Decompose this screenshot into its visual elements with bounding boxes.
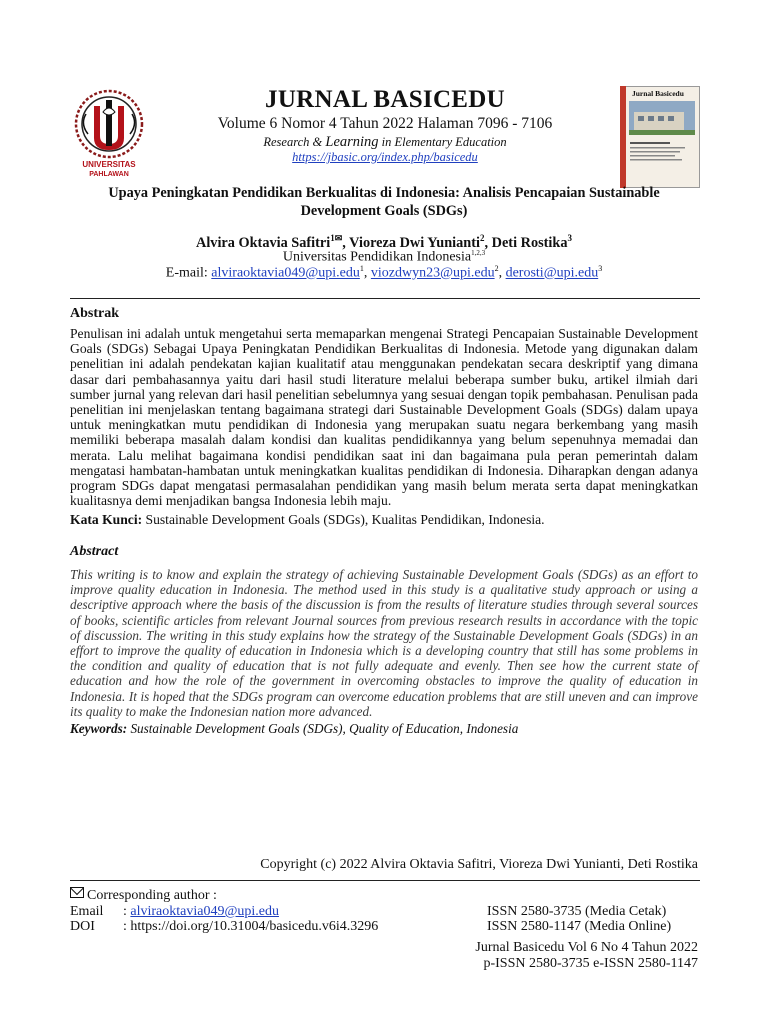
issn-online: ISSN 2580-1147 (Media Online) — [487, 919, 672, 934]
header-divider — [70, 298, 700, 299]
footer-doi-label: DOI — [70, 919, 95, 934]
corresponding-author-label: Corresponding author : — [87, 888, 217, 903]
journal-tagline — [150, 134, 620, 151]
author-sup: 1✉ — [330, 233, 343, 243]
footer-email-colon: : — [123, 904, 131, 919]
author-name: Vioreza Dwi Yunianti — [349, 234, 480, 251]
affiliation-sup: 1,2,3 — [471, 249, 486, 257]
email-line: E-mail: alviraoktavia049@upi.edu$^1$, viozdwyn23@upi.edu$^2$, derosti@upi.edu$^3$ — [165, 264, 603, 281]
kata-kunci-label: Kata Kunci: — [70, 512, 143, 527]
svg-text:Jurnal Basicedu: Jurnal Basicedu — [632, 89, 684, 98]
kata-kunci-values: Sustainable Development Goals (SDGs), Kualitas Pendidikan, Indonesia. — [142, 512, 545, 527]
abstrak-heading: Abstrak — [70, 306, 120, 321]
journal-url-link[interactable]: https://jbasic.org/index.php/basicedu — [292, 150, 478, 164]
abstract-heading: Abstract — [70, 544, 119, 559]
author-name: Alvira Oktavia Safitri — [196, 234, 331, 251]
envelope-icon — [70, 887, 84, 898]
corresponding-author-line — [70, 887, 217, 904]
svg-text:UNIVERSITAS: UNIVERSITAS — [82, 160, 136, 169]
tagline-part-2: Learning — [325, 134, 379, 150]
abstract-body: This writing is to know and explain the strategy of achieving Sustainable Development Goals (SDGs) as an effort to improve quality education in Indonesia. The method used in this study is a qualitative study approach or using a descriptive approach where the basis of the discussion is from the results of literature studies through several sources of books, scientific articles from relevant Journal sources from previous research results in accordance with the topic of discussion. The writing in this study explains how the strategy of the Sustainable Development Goals (SDGs) in an effort to improve the quality of education in Indonesia which is a developing country that still has some problems in the condition and quality of education that is not fully adequate and evenly. Then see how the current state of education and how the role of the government in overcoming obstacles to improve the quality of education in Indonesia. It is hoped that the SDGs program can overcome education problems that are still uneven and can improve its quality to make the Indonesian nation more advanced. — [70, 567, 698, 719]
journal-url-container — [150, 150, 620, 165]
email-sup: 1 — [359, 264, 364, 273]
author-email-link[interactable]: derosti@upi.edu — [505, 265, 599, 281]
author-list: Alvira Oktavia Safitri$^{1✉}$, Vioreza Dwi Yunianti$^2$, Deti Rostika$^3$ — [196, 233, 572, 251]
footer-email-label: Email — [70, 904, 104, 919]
affiliation-name: Universitas Pendidikan Indonesia — [282, 249, 472, 265]
footer-doi-value: : https://doi.org/10.31004/basicedu.v6i4.3296 — [123, 919, 379, 934]
keywords-label: Keywords: — [70, 721, 128, 736]
email-sup: 3 — [598, 264, 603, 273]
abstrak-body: Penulisan ini adalah untuk mengetahui serta memaparkan mengenai Strategi Pencapaian Sustainable Development Goals (SDGs) Sebagai Upaya Peningkatan Pendidikan Berkualitas di Indonesia. Metode yang digunakan dalam penelitian ini adalah pendekatan kajian kualitatif atau menggunakan pendekatan secara deskriptif yang dimana dasar dari pembahasannya yaitu dari hasil studi literature melalui beberapa sumber buku, artikel ilmiah dari sumber jurnal yang relevan dari hasil penelitian sebelumnya yang sesuai dengan topik pembahasan. Penulisan pada penelitian ini menjelaskan tentang bagaimana strategi dari Sustainable Development Goals (SDGs) dalam upaya untuk meningkatkan mutu pendidikan di Indonesia yang merupakan suatu negara berkembang yang masih memiliki beberapa masalah dalam kondisi dan kualitas pendidikannya yang belum sepenuhnya memadai dan merata. Lalu melihat bagaimana kondisi pendidikan saat ini dan bagaimana pula peran pemerintah dalam mengatasi hambatan-hambatan untuk meningkatkan kualitas pendidikan di Indonesia. Diharapkan dengan adanya program SDGs dapat mengatasi permasalahan pendidikan yang masih belum merata serta dapat meningkatkan kualitasnya demi menjadikan bangsa Indonesia lebih maju. — [70, 326, 698, 509]
journal-volume-line: Volume 6 Nomor 4 Tahun 2022 Halaman 7096 - 7106 — [217, 115, 553, 132]
footer-divider — [70, 880, 700, 881]
keywords-values: Sustainable Development Goals (SDGs), Quality of Education, Indonesia — [127, 721, 519, 736]
citation-line-2: p-ISSN 2580-3735 e-ISSN 2580-1147 — [483, 956, 698, 971]
email-sup: 2 — [494, 264, 499, 273]
citation-line-1: Jurnal Basicedu Vol 6 No 4 Tahun 2022 — [475, 940, 698, 955]
author-sup: 2 — [479, 233, 485, 243]
svg-text:PAHLAWAN: PAHLAWAN — [89, 171, 129, 178]
footer-email-link[interactable]: alviraoktavia049@upi.edu — [130, 904, 279, 919]
email-label: E-mail: — [165, 265, 212, 281]
university-logo — [70, 84, 148, 180]
keywords-line — [70, 721, 698, 737]
journal-cover-image — [620, 86, 700, 188]
author-email-link[interactable]: alviraoktavia049@upi.edu — [211, 265, 360, 281]
footer-email-value — [123, 904, 279, 920]
journal-title: JURNAL BASICEDU — [265, 86, 505, 113]
kata-kunci-line — [70, 512, 698, 528]
tagline-part-3: in Elementary Education — [378, 135, 507, 149]
tagline-part-1: Research & — [263, 135, 326, 149]
paper-title: Upaya Peningkatan Pendidikan Berkualitas di Indonesia: Analisis Pencapaian Sustainable Development Goals (SDGs) — [108, 185, 660, 219]
copyright-notice: Copyright (c) 2022 Alvira Oktavia Safitri, Vioreza Dwi Yunianti, Deti Rostika — [260, 857, 698, 872]
issn-print: ISSN 2580-3735 (Media Cetak) — [487, 904, 667, 919]
author-name: Deti Rostika — [491, 234, 568, 251]
author-sup: 3 — [567, 233, 572, 243]
author-email-link[interactable]: viozdwyn23@upi.edu — [370, 265, 495, 281]
